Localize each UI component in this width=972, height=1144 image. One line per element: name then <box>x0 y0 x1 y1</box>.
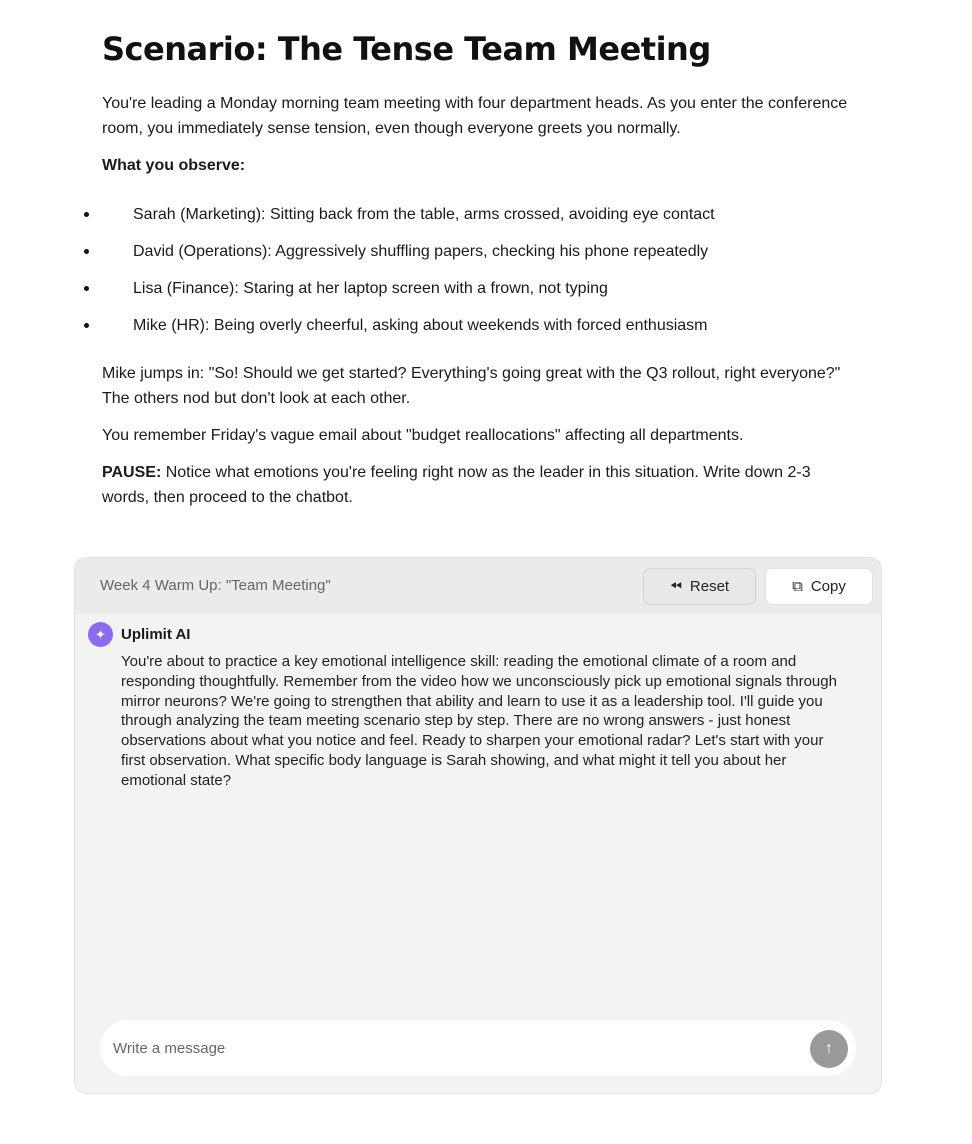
list-item-text: Sarah (Marketing): Sitting back from the table, arms crossed, avoiding eye contact <box>133 206 715 223</box>
chat-header <box>75 558 881 614</box>
observe-heading: What you observe: <box>102 157 246 174</box>
pause-label: PAUSE: <box>102 464 162 481</box>
observation-list <box>0 202 715 350</box>
ai-message: You're about to practice a key emotional intelligence skill: reading the emotional climate of a room and responding thoughtfully. Remember from the video how we unconsciously pick up emotional signals through mirror neurons? We're going to strengthen that ability and learn to use it as a leadership tool. I'll guide you through analyzing the team meeting scenario step by step. There are no wrong answers - just honest observations about what you notice and feel. Ready to sharpen your emotional radar? Let's start with your first observation. What specific body language is Sarah showing, and what might it tell you about her emotional state? <box>121 653 837 789</box>
uplimit-ai-avatar: ✦ <box>88 622 113 647</box>
message-input[interactable]: Write a message <box>100 1020 856 1076</box>
pause-text: Notice what emotions you're feeling right now as the leader in this situation. Write down 2-3 words, then proceed to the chatbot. <box>102 464 811 506</box>
pause-paragraph <box>102 460 842 510</box>
chat-title: Week 4 Warm Up: "Team Meeting" <box>100 577 331 594</box>
list-item-text: David (Operations): Aggressively shuffling papers, checking his phone repeatedly <box>133 243 709 260</box>
copy-icon: ⧉ <box>792 578 803 595</box>
arrow-up-icon: ↑ <box>825 1040 833 1057</box>
list-item <box>0 276 715 313</box>
sender-name: Uplimit AI <box>121 626 191 643</box>
list-item <box>0 313 715 350</box>
list-item-text: Lisa (Finance): Staring at her laptop screen with a frown, not typing <box>133 280 608 297</box>
chatbot-panel <box>74 557 882 1094</box>
page-title: Scenario: The Tense Team Meeting <box>102 30 711 68</box>
send-button[interactable] <box>810 1030 848 1068</box>
copy-label: Copy <box>810 578 846 595</box>
intro-paragraph: You're leading a Monday morning team meeting with four department heads. As you enter the conference room, you immediately sense tension, even though everyone greets you normally. <box>102 95 848 137</box>
list-item-text: Mike (HR): Being overly cheerful, asking about weekends with forced enthusiasm <box>133 317 708 334</box>
copy-button[interactable] <box>765 568 873 605</box>
mike-paragraph: Mike jumps in: "So! Should we get started? Everything's going great with the Q3 rollout, right everyone?" The others nod but don't look at each other. <box>102 365 841 407</box>
remember-paragraph: You remember Friday's vague email about "budget reallocations" affecting all departments. <box>102 427 744 444</box>
reset-label: Reset <box>689 578 730 595</box>
reset-button[interactable] <box>643 568 756 605</box>
rewind-icon: ⏪︎ <box>669 578 682 595</box>
list-item <box>0 239 715 276</box>
list-item <box>0 202 715 239</box>
